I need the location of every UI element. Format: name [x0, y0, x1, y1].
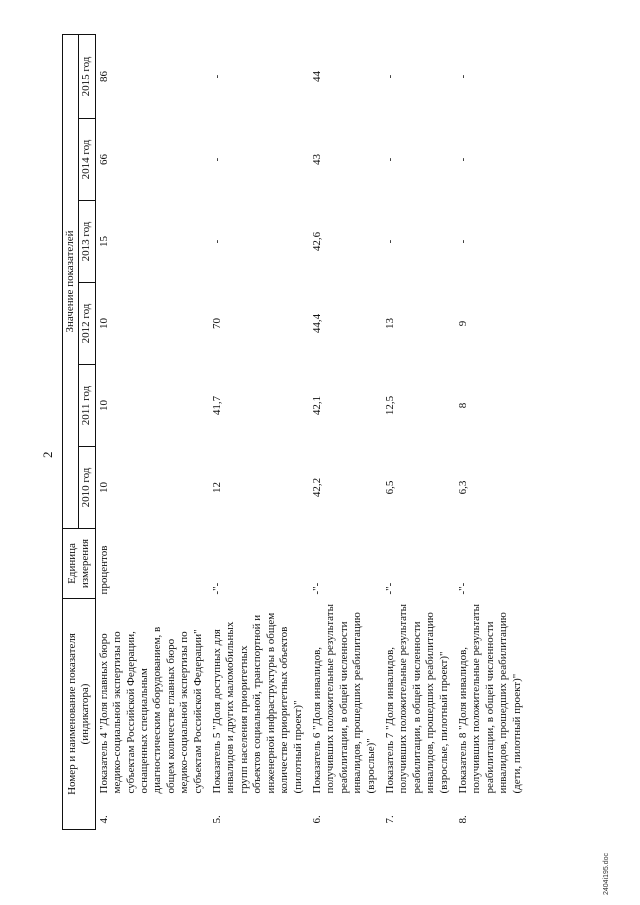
indicator-value: -: [211, 157, 224, 162]
indicator-value: 6,3: [456, 480, 469, 495]
indicator-unit: -"-: [310, 582, 323, 595]
indicator-number: 7.: [383, 815, 396, 824]
indicator-name: Показатель 8 "Доля инвалидов, получивших положительные результаты реабилитации, в общей численности инвалидов, прошедших реабилитацию (дети, пилотный проект)": [456, 604, 523, 794]
name-column-header: Номер и наименование показателя (индикатора): [63, 599, 96, 830]
indicator-value: 13: [383, 318, 396, 329]
indicator-value: 42,2: [310, 477, 323, 498]
indicator-value: -: [456, 74, 469, 79]
indicator-number: 4.: [97, 815, 110, 824]
indicator-value: 15: [97, 236, 110, 247]
indicator-value: 42,1: [310, 395, 323, 416]
indicator-value: 41,7: [211, 395, 224, 416]
indicator-row: [95, 34, 209, 829]
indicator-unit: процентов: [97, 545, 110, 595]
indicator-value: 86: [97, 70, 110, 82]
values-group-header: Значение показателей: [63, 34, 79, 528]
indicator-value: 12: [211, 482, 224, 493]
indicator-value: 9: [456, 320, 469, 327]
indicator-value: 44,4: [310, 313, 323, 334]
indicator-value: -: [456, 157, 469, 162]
year-header: 2012 год: [79, 283, 95, 365]
indicator-value: -: [456, 239, 469, 244]
indicator-value: 44: [310, 70, 323, 82]
year-header: 2014 год: [79, 119, 95, 201]
indicator-value: -: [383, 157, 396, 162]
year-header: 2015 год: [79, 34, 95, 118]
indicator-value: 66: [97, 154, 110, 165]
indicator-name: Показатель 5 "Доля доступных для инвалидов и других маломобильных групп населения приоритетных объектов социальной, транспортной и инженерной инфраструктуры в общем количестве приоритетных объектов (пилотный проект)": [211, 612, 304, 794]
year-header: 2013 год: [79, 201, 95, 283]
indicator-value: -: [211, 74, 224, 79]
indicator-number: 8.: [456, 815, 469, 824]
indicator-value: 10: [97, 400, 110, 411]
indicator-value: -: [383, 239, 396, 244]
indicator-name: Показатель 6 "Доля инвалидов, получивших положительные результаты реабилитации, в общей численности инвалидов, прошедших реабилитацию (взрослые)": [310, 604, 377, 794]
indicator-value: 10: [97, 318, 110, 329]
indicator-value: 12,5: [383, 395, 396, 416]
file-name-footer: 2404i195.doc: [603, 852, 610, 895]
header-row-top: [63, 34, 79, 829]
indicator-value: -: [383, 74, 396, 79]
indicator-unit: -"-: [383, 582, 396, 595]
indicator-row: [455, 34, 528, 829]
indicator-row: [382, 34, 455, 829]
indicator-row: [209, 34, 309, 829]
indicator-unit: -"-: [456, 582, 469, 595]
indicator-value: 70: [211, 318, 224, 329]
indicator-value: 42,6: [310, 231, 323, 252]
indicator-value: -: [211, 239, 224, 244]
page-number: 2: [40, 451, 55, 458]
indicator-unit: -"-: [211, 582, 224, 595]
indicator-value: 10: [97, 482, 110, 493]
indicator-name: Показатель 7 "Доля инвалидов, получивших положительные результаты реабилитации, в общей численности инвалидов, прошедших реабилитацию (взрослые, пилотный проект)": [383, 604, 450, 794]
indicator-value: 8: [456, 402, 469, 409]
indicator-value: 43: [310, 154, 323, 165]
indicator-row: [309, 34, 382, 829]
indicator-number: 6.: [310, 815, 323, 824]
indicator-number: 5.: [211, 815, 224, 824]
year-header: 2011 год: [79, 365, 95, 447]
unit-column-header: Единица измерения: [63, 529, 96, 599]
indicator-name: Показатель 4 "Доля главных бюро медико-социальной экспертизы по субъектам Российской Федерации, оснащенных специальным диагностическим оборудованием, в общем количестве главных бюро медико-социальной экспертизы по субъектам Российской Федерации": [97, 626, 204, 794]
year-header: 2010 год: [79, 447, 95, 529]
indicators-table: [62, 34, 528, 830]
indicator-value: 6,5: [383, 480, 396, 495]
